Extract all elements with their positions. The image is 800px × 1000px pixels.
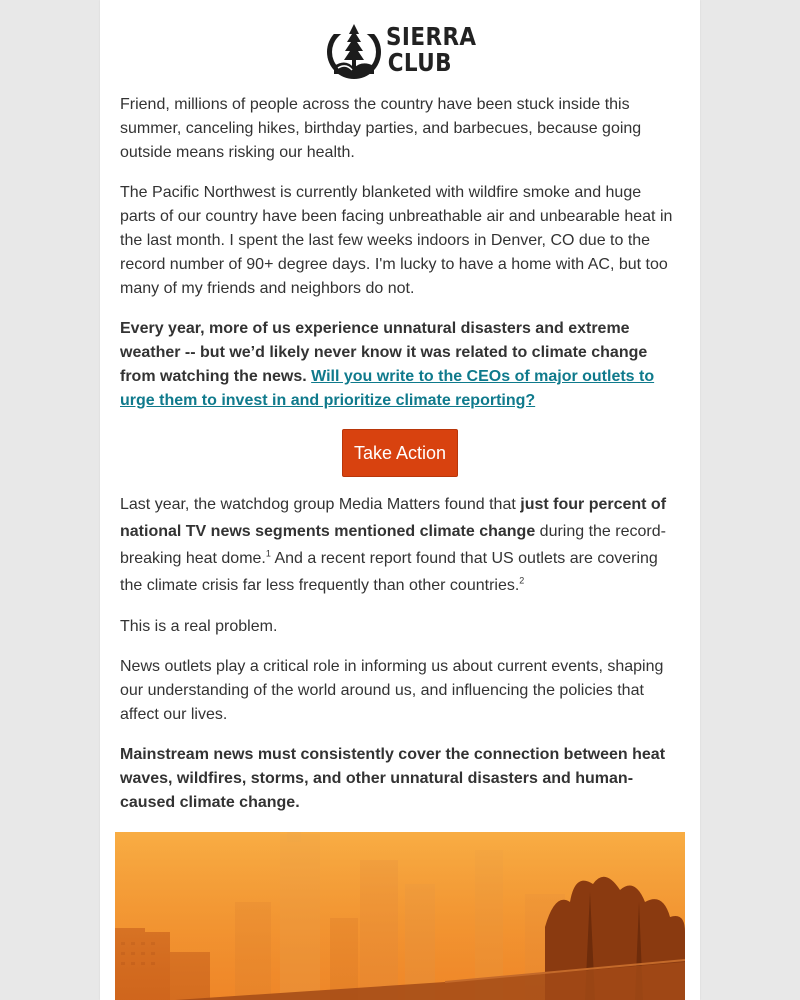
media-matters-paragraph: [120, 491, 680, 599]
sierra-club-logo[interactable]: [326, 22, 477, 80]
take-action-button[interactable]: Take Action: [342, 429, 458, 477]
appeal-bold-text: Every year, more of us experience unnatural disasters and extreme weather -- but we’d likely never know it was related to climate change from watching the news.: [120, 320, 648, 385]
logo-line-1: SIERRA: [386, 22, 477, 51]
mainstream-news-bold: Mainstream news must consistently cover the connection between heat waves, wildfires, storms, and other unnatural disasters and human-caused climate change.: [120, 746, 666, 811]
logo-wordmark: [386, 24, 477, 76]
logo-line-2: CLUB: [387, 48, 453, 77]
p4-text-b: during the record-breaking heat dome.: [120, 523, 666, 567]
email-body: [100, 0, 700, 1000]
real-problem-paragraph: This is a real problem.: [120, 618, 278, 635]
intro-paragraph-1: Friend, millions of people across the country have been stuck inside this summer, canceling hikes, birthday parties, and barbecues, because going outside means risking our health.: [120, 96, 642, 161]
appeal-paragraph: [120, 317, 680, 413]
p4-text-c: And a recent report found that US outlets are covering the climate crisis far less frequently than other countries.: [120, 550, 658, 594]
message-content: [120, 93, 680, 831]
news-role-paragraph: News outlets play a critical role in informing us about current events, shaping our understanding of the world around us, and influencing the policies that affect our lives.: [120, 658, 664, 723]
footnote-1[interactable]: 1: [265, 548, 271, 559]
write-ceos-link[interactable]: Will you write to the CEOs of major outlets to urge them to invest in and prioritize climate reporting?: [120, 368, 655, 409]
intro-paragraph-2: The Pacific Northwest is currently blanketed with wildfire smoke and huge parts of our country have been facing unbreathable air and unbearable heat in the last month. I spent the last few weeks indoors in Denver, CO due to the record number of 90+ degree days. I'm lucky to have a home with AC, but too many of my friends and neighbors do not.: [120, 184, 673, 297]
header: [100, 22, 700, 82]
smoky-skyline-image[interactable]: [115, 832, 685, 1000]
p4-text-a: Last year, the watchdog group Media Matters found that: [120, 496, 521, 513]
cta-row: [120, 429, 680, 477]
smoky-city-skyline-icon: [115, 832, 685, 1000]
footnote-2[interactable]: 2: [519, 575, 525, 586]
sierra-club-tree-icon: [326, 22, 382, 80]
p4-bold-stat: just four percent of national TV news segments mentioned climate change: [120, 496, 667, 540]
mainstream-news-paragraph: [120, 743, 680, 815]
